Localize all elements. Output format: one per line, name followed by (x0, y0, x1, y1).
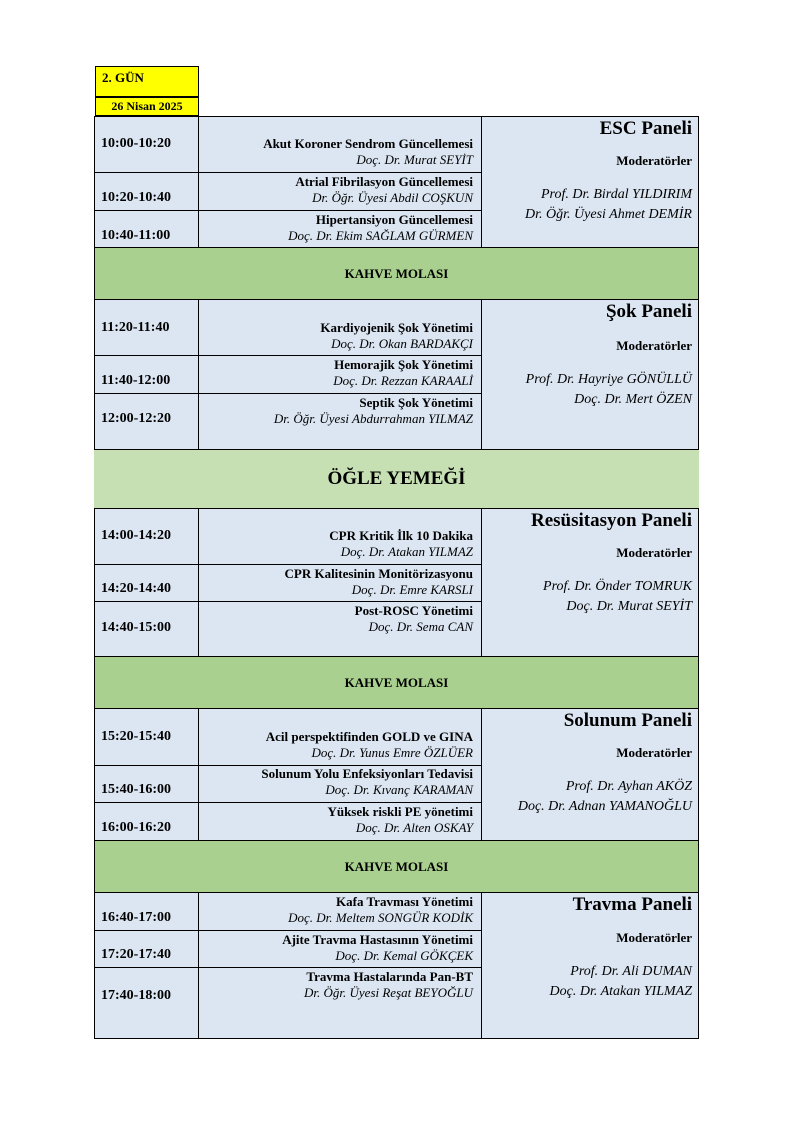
moderator-name: Prof. Dr. Hayriye GÖNÜLLÜ (525, 372, 692, 387)
session-title: Atrial Fibrilasyon Güncellemesi (295, 174, 473, 189)
session-time: 17:20-17:40 (101, 947, 171, 962)
session-time: 16:00-16:20 (101, 820, 171, 835)
session (199, 766, 482, 798)
session (199, 804, 482, 836)
moderators-label: Moderatörler (616, 930, 692, 945)
moderators-label: Moderatörler (616, 545, 692, 560)
session-time: 10:40-11:00 (101, 228, 171, 243)
session-speaker: Doç. Dr. Emre KARSLI (351, 582, 473, 597)
session-time: 15:40-16:00 (101, 782, 171, 797)
session (199, 894, 482, 926)
session (199, 729, 482, 761)
session-time: 12:00-12:20 (101, 411, 171, 426)
panel-info (482, 710, 698, 817)
session-speaker: Doç. Dr. Atakan YILMAZ (340, 544, 473, 559)
session-time: 10:00-10:20 (101, 136, 171, 151)
session-speaker: Doç. Dr. Murat SEYİT (356, 152, 473, 167)
session-title: Septik Şok Yönetimi (359, 395, 473, 410)
panel-info (482, 894, 698, 1002)
session-time: 10:20-10:40 (101, 190, 171, 205)
moderator-name: Prof. Dr. Ali DUMAN (570, 964, 692, 979)
coffee-break: KAHVE MOLASI (94, 656, 699, 709)
moderator-name: Dr. Öğr. Üyesi Ahmet DEMİR (525, 207, 692, 222)
session-time: 14:20-14:40 (101, 581, 171, 596)
session-speaker: Doç. Dr. Kemal GÖKÇEK (335, 948, 473, 963)
session (199, 395, 482, 427)
session-speaker: Dr. Öğr. Üyesi Abdurrahman YILMAZ (273, 411, 473, 426)
moderator-name: Doç. Dr. Murat SEYİT (566, 599, 692, 614)
moderator-name: Prof. Dr. Önder TOMRUK (543, 579, 692, 594)
session (199, 212, 482, 244)
panel-title: Şok Paneli (605, 301, 692, 322)
session-time: 11:20-11:40 (101, 320, 170, 335)
panel-title: Resüsitasyon Paneli (531, 510, 692, 531)
session-title: Acil perspektifinden GOLD ve GINA (265, 729, 473, 744)
lunch-break: ÖĞLE YEMEĞİ (94, 450, 699, 508)
session-speaker: Dr. Öğr. Üyesi Abdil COŞKUN (312, 190, 473, 205)
moderator-name: Doç. Dr. Adnan YAMANOĞLU (517, 799, 692, 814)
session-time: 14:40-15:00 (101, 620, 171, 635)
session (199, 136, 482, 168)
moderators-label: Moderatörler (616, 338, 692, 353)
panel-title: Solunum Paneli (563, 710, 692, 731)
session-time: 15:20-15:40 (101, 729, 171, 744)
session-title: Ajite Travma Hastasının Yönetimi (282, 932, 473, 947)
session-speaker: Doç. Dr. Meltem SONGÜR KODİK (288, 910, 473, 925)
session-title: Hemorajik Şok Yönetimi (334, 357, 473, 372)
session-title: Akut Koroner Sendrom Güncellemesi (263, 136, 473, 151)
session-title: Solunum Yolu Enfeksiyonları Tedavisi (261, 766, 473, 781)
session (199, 174, 482, 206)
coffee-break: KAHVE MOLASI (94, 840, 699, 893)
session-time: 11:40-12:00 (101, 373, 171, 388)
session-title: Kardiyojenik Şok Yönetimi (320, 320, 473, 335)
panel-info (482, 510, 698, 617)
moderator-name: Prof. Dr. Ayhan AKÖZ (565, 779, 692, 794)
session-speaker: Doç. Dr. Kıvanç KARAMAN (325, 782, 473, 797)
session-time: 14:00-14:20 (101, 528, 171, 543)
session-speaker: Doç. Dr. Alten OSKAY (355, 820, 473, 835)
session (199, 528, 482, 560)
day-label: 2. GÜN (95, 66, 199, 97)
session-speaker: Doç. Dr. Okan BARDAKÇI (331, 336, 473, 351)
session-speaker: Doç. Dr. Yunus Emre ÖZLÜER (311, 745, 473, 760)
session-title: CPR Kalitesinin Monitörizasyonu (284, 566, 473, 581)
panel-info (482, 118, 698, 225)
session (199, 969, 482, 1001)
session (199, 932, 482, 964)
coffee-break: KAHVE MOLASI (94, 247, 699, 300)
session-title: Yüksek riskli PE yönetimi (327, 804, 473, 819)
session-speaker: Doç. Dr. Rezzan KARAALİ (333, 373, 473, 388)
moderator-name: Doç. Dr. Mert ÖZEN (574, 392, 692, 407)
session-speaker: Dr. Öğr. Üyesi Reşat BEYOĞLU (304, 985, 473, 1000)
moderator-name: Prof. Dr. Birdal YILDIRIM (540, 187, 692, 202)
moderator-name: Doç. Dr. Atakan YILMAZ (549, 984, 692, 999)
session-title: Post-ROSC Yönetimi (354, 603, 473, 618)
session-title: Kafa Travması Yönetimi (336, 894, 473, 909)
session (199, 320, 482, 352)
session (199, 603, 482, 635)
session (199, 566, 482, 598)
session-time: 16:40-17:00 (101, 910, 171, 925)
panel-info (482, 301, 698, 410)
session-time: 17:40-18:00 (101, 988, 171, 1003)
session-title: Hipertansiyon Güncellemesi (315, 212, 473, 227)
session-speaker: Doç. Dr. Ekim SAĞLAM GÜRMEN (288, 228, 473, 243)
moderators-label: Moderatörler (616, 745, 692, 760)
panel-title: Travma Paneli (572, 894, 692, 915)
session-title: Travma Hastalarında Pan-BT (306, 969, 473, 984)
moderators-label: Moderatörler (616, 153, 692, 168)
day-date: 26 Nisan 2025 (95, 97, 199, 116)
panel-title: ESC Paneli (599, 118, 692, 139)
session (199, 357, 482, 389)
session-title: CPR Kritik İlk 10 Dakika (329, 528, 473, 543)
session-speaker: Doç. Dr. Sema CAN (368, 619, 473, 634)
